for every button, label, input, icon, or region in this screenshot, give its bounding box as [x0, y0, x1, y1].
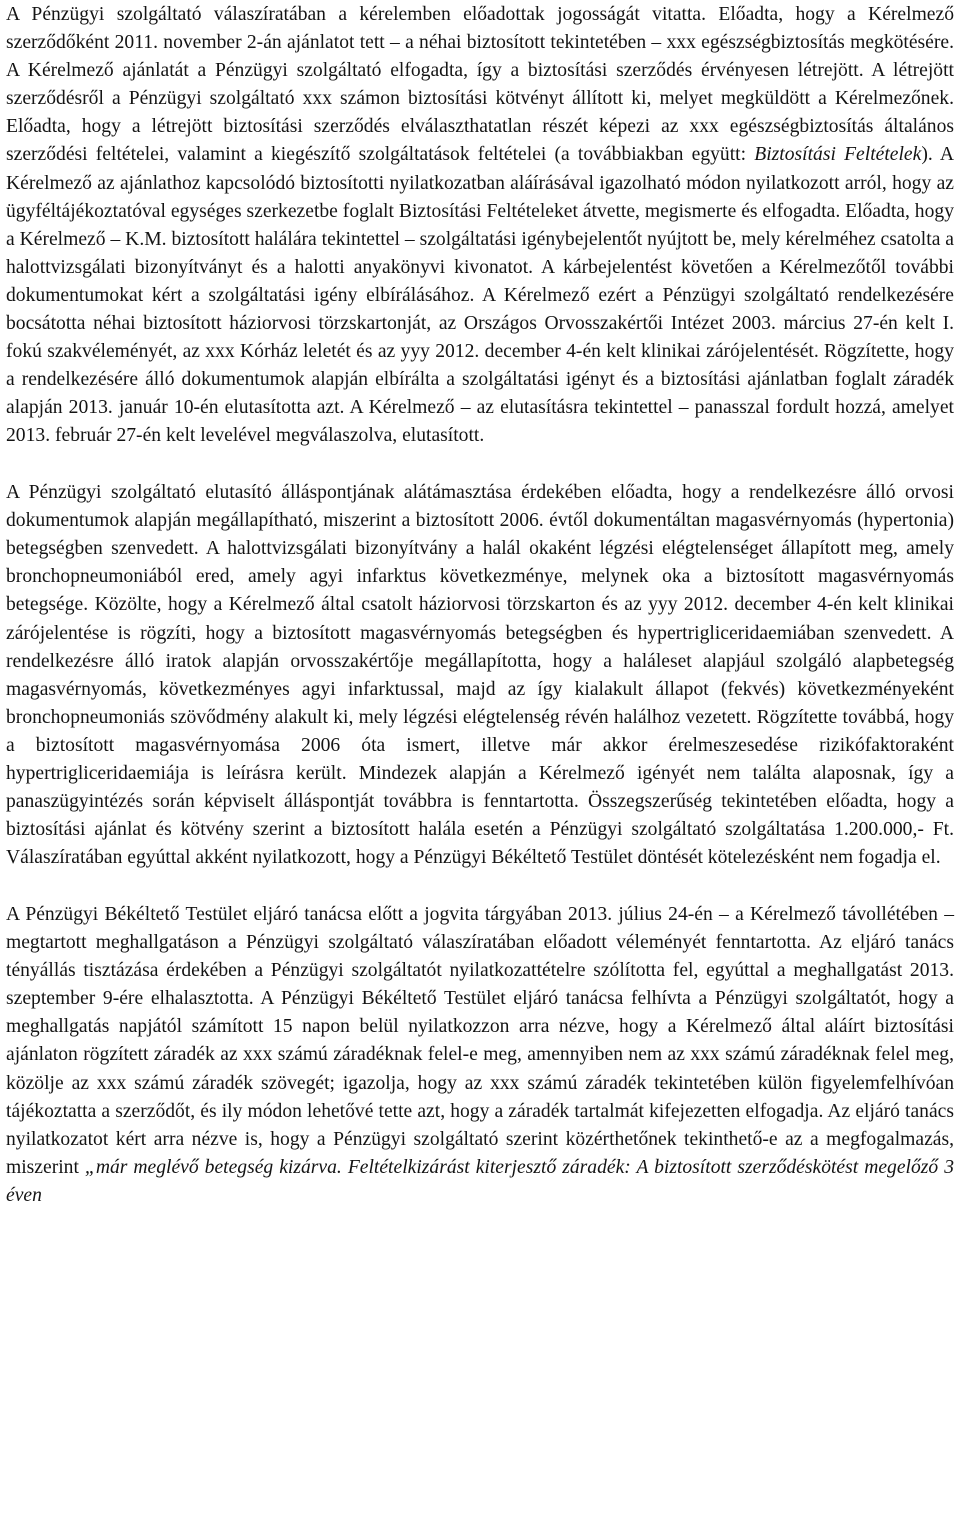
paragraph-text: ). A Kérelmező az ajánlathoz kapcsolódó biztosítotti nyilatkozatban aláírásával igazolható módon nyilatkozott arról, hogy az ügyféltájékoztatóval egységes szerkezetbe foglalt Biztosítási Feltételeket átvette, megismerte és elfogadta. Előadta, hogy a Kérelmező – K.M. biztosított halálára tekintettel – szolgáltatási igénybejelentőt nyújtott be, mely kérelméhez csatolta a halottvizsgálati bizonyítványt és a halotti anyakönyvi kivonatot. A kárbejelentést követően a Kérelmezőtől további dokumentumokat kért a szolgáltatási igény elbírálásához. A Kérelmező ezért a Pénzügyi szolgáltató rendelkezésére bocsátotta néhai biztosított háziorvosi törzskartonját, az Országos Orvosszakértői Intézet 2003. március 27-én kelt I. fokú szakvéleményét, az xxx Kórház leletét és az yyy 2012. december 4-én kelt klinikai zárójelentését. Rögzítette, hogy a rendelkezésére álló dokumentumok alapján elbírálta a szolgáltatási igényt és a biztosítási ajánlatban foglalt záradék alapján 2013. január 10-én elutasította azt. A Kérelmező – az elutasításra tekintettel – panasszal fordult hozzá, amelyet 2013. február 27-én kelt levelével megválaszolva, elutasított.	[6, 144, 954, 447]
paragraph-response	[6, 1, 954, 451]
paragraph-hearing	[6, 901, 954, 1210]
paragraph-text: A Pénzügyi szolgáltató elutasító álláspontjának alátámasztása érdekében előadta, hogy a rendelkezésre álló orvosi dokumentumok alapján megállapítható, miszerint a biztosított 2006. évtől dokumentáltan magasvérnyomás (hypertonia) betegségben szenvedett. A halottvizsgálati bizonyítvány a halál okaként légzési elégtelenséget állapított meg, amely bronchopneumoniából ered, amely agyi infarktus következménye, melynek oka a biztosított magasvérnyomás betegsége. Közölte, hogy a Kérelmező által csatolt háziorvosi törzskarton és az yyy 2012. december 4-én kelt klinikai zárójelentése is rögzíti, hogy a biztosított magasvérnyomás betegségben és hypertrigliceridaemiában szenvedett. A rendelkezésre álló iratok alapján orvosszakértője megállapította, hogy a haláleset alapjául szolgáló alapbetegség magasvérnyomás, következményes agyi infarktussal, majd az így kialakult állapot (fekvés) következményeként bronchopneumoniás szövődmény alakult ki, mely légzési elégtelenség révén halálhoz vezetett. Rögzítette továbbá, hogy a biztosított magasvérnyomása 2006 óta ismert, illetve már akkor érelmeszesedése rizikófaktoraként hypertrigliceridaemiája is leírásra került. Mindezek alapján a Kérelmező igényét nem találta alaposnak, így a panaszügyintézés során képviselt álláspontját továbbra is fenntartotta. Összegszerűség tekintetében előadta, hogy a biztosítási ajánlat és kötvény szerint a biztosított halála esetén a Pénzügyi szolgáltató szolgáltatása 1.200.000,- Ft. Válaszíratában egyúttal akként nyilatkozott, hogy a Pénzügyi Békéltető Testület döntését kötelezésként nem fogadja el.	[6, 482, 954, 869]
italic-term: Biztosítási Feltételek	[754, 144, 922, 166]
paragraph-rejection-reasoning	[6, 479, 954, 872]
italic-quote: „már meglévő betegség kizárva. Feltételkizárást kiterjesztő záradék: A biztosított szerződéskötést megelőző 3 éven	[6, 1156, 955, 1206]
paragraph-text: A Pénzügyi Békéltető Testület eljáró tanácsa előtt a jogvita tárgyában 2013. július 24-én – a Kérelmező távollétében – megtartott meghallgatáson a Pénzügyi szolgáltató válaszíratában előadott véleményét fenntartotta. Az eljáró tanács tényállás tisztázása érdekében a Pénzügyi szolgáltatót nyilatkozattételre szólította fel, egyúttal a meghallgatást 2013. szeptember 9-ére elhalasztotta. A Pénzügyi Békéltető Testület eljáró tanácsa felhívta a Pénzügyi szolgáltatót, hogy a meghallgatás napjától számított 15 napon belül nyilatkozzon arra nézve, hogy a Kérelmező által aláírt biztosítási ajánlaton rögzített záradék az xxx számú záradéknak felel-e meg, amennyiben nem az xxx számú záradéknak felel meg, közölje az xxx számú záradék szövegét; igazolja, hogy az xxx számú záradék tekintetében külön figyelemfelhívóan tájékoztatta a szerződőt, és ily módon lehetővé tette azt, hogy a záradék tartalmát kifejezetten elfogadja. Az eljáró tanács nyilatkozatot kért arra nézve is, hogy a Pénzügyi szolgáltató szerint közérthetőnek tekinthető-e az a megfogalmazás, miszerint	[6, 904, 954, 1178]
paragraph-text: A Pénzügyi szolgáltató válaszíratában a kérelemben előadottak jogosságát vitatta. Előadta, hogy a Kérelmező szerződőként 2011. november 2-án ajánlatot tett – a néhai biztosított tekintetében – xxx egészségbiztosítás megkötésére. A Kérelmező ajánlatát a Pénzügyi szolgáltató elfogadta, így a biztosítási szerződés érvényesen létrejött. A létrejött szerződésről a Pénzügyi szolgáltató xxx számon biztosítási kötvényt állított ki, melyet megküldött a Kérelmezőnek. Előadta, hogy a létrejött biztosítási szerződés elválaszthatatlan részét képezi az xxx egészségbiztosítás általános szerződési feltételei, valamint a kiegészítő szolgáltatások feltételei (a továbbiakban együtt:	[6, 4, 954, 166]
